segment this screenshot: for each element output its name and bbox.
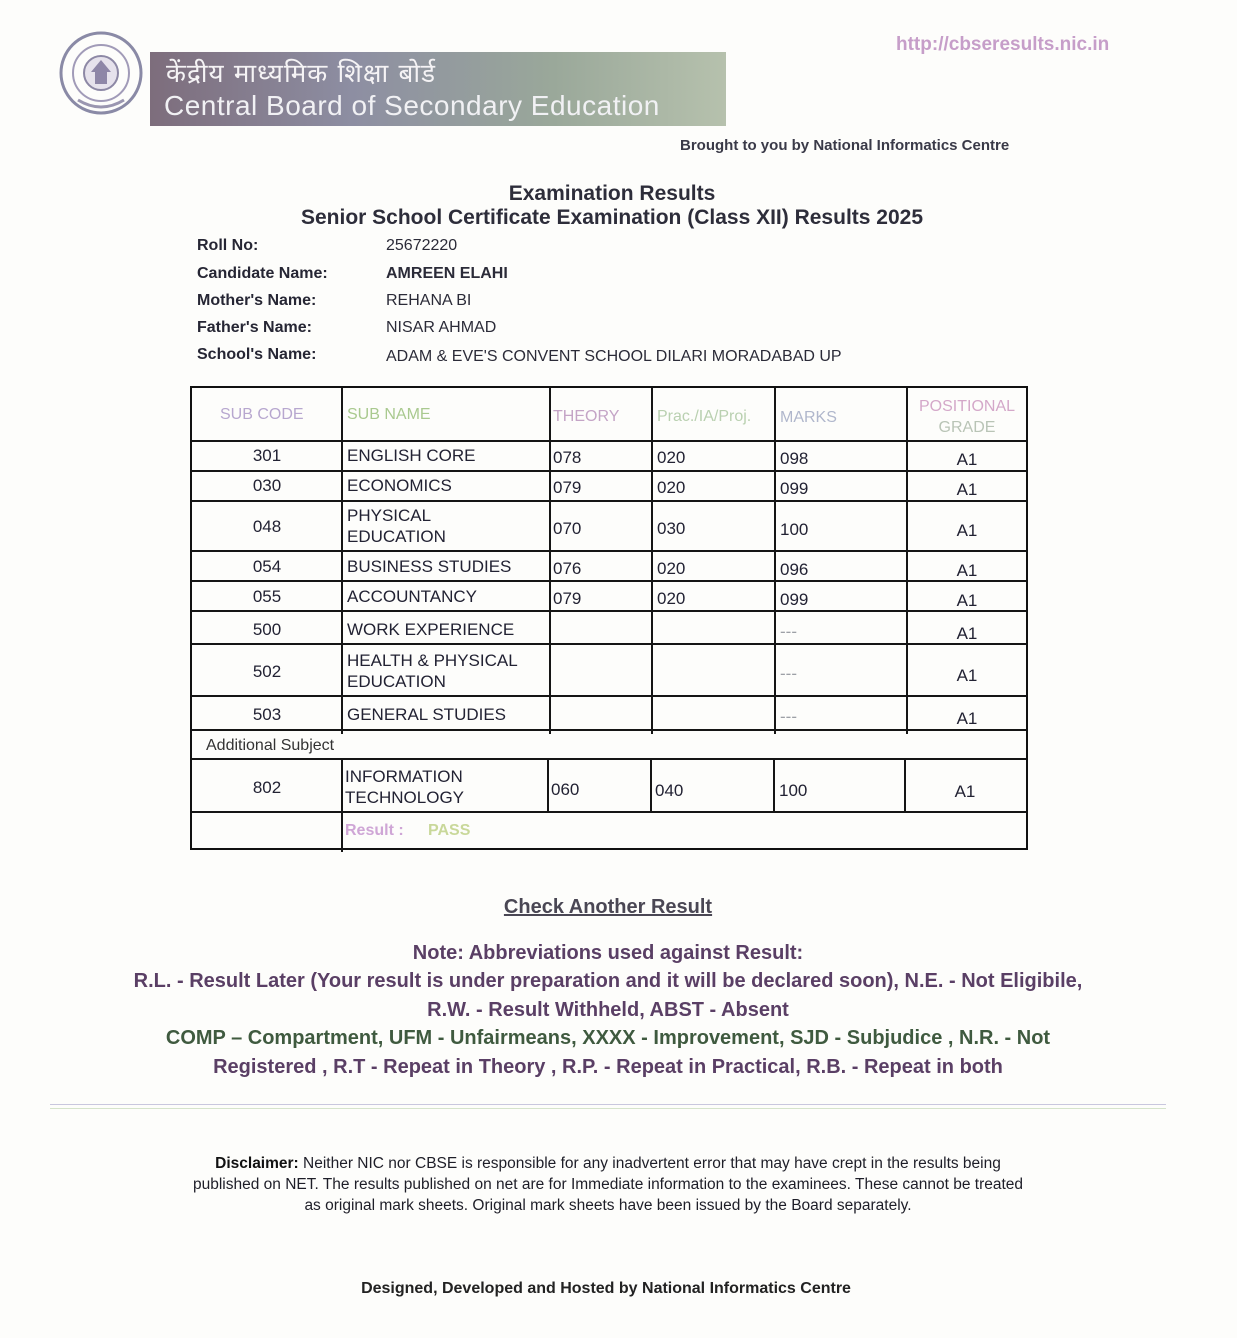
disclaimer-text: Neither NIC nor CBSE is responsible for any inadvertent error that may have crept in the results being published on NET. The results published on net are for Immediate information to the examinees. These cannot be treated as original mark sheets. Original mark sheets have been issued by the Board separately.: [192, 1155, 1024, 1214]
grade: A1: [954, 782, 976, 801]
col-theory: THEORY: [553, 408, 620, 425]
practical-marks: 020: [657, 478, 686, 497]
sub-name-line1: PHYSICAL: [347, 506, 432, 525]
grade: A1: [956, 591, 978, 610]
sub-name: ACCOUNTANCY: [347, 587, 478, 606]
sub-code: 502: [252, 662, 282, 681]
sub-code: 054: [252, 557, 282, 576]
result-value: PASS: [428, 822, 471, 839]
sub-code: 802: [252, 778, 282, 797]
sub-code: 503: [252, 705, 282, 724]
grade: A1: [956, 709, 978, 728]
marks-table: [190, 386, 1028, 850]
candidate-name-label: Candidate Name:: [197, 265, 328, 282]
sub-name-line1: INFORMATION: [345, 767, 463, 786]
practical-marks: 020: [657, 559, 686, 578]
sub-code: 048: [252, 517, 282, 536]
sub-name: ENGLISH CORE: [347, 446, 476, 465]
additional-subject-label: Additional Subject: [206, 737, 335, 754]
practical-marks: 020: [657, 589, 686, 608]
school-name-label: School's Name:: [197, 346, 317, 363]
sub-code: 500: [252, 620, 282, 639]
sub-name: ECONOMICS: [347, 476, 452, 495]
total-marks: 099: [780, 590, 809, 609]
grade: A1: [956, 450, 978, 469]
theory-marks: 060: [551, 780, 580, 799]
total-marks: ---: [780, 622, 797, 641]
cbse-logo-icon: [58, 30, 144, 116]
sub-name-line2: EDUCATION: [347, 672, 446, 691]
school-name-value: ADAM & EVE'S CONVENT SCHOOL DILARI MORADABAD UP: [386, 348, 842, 365]
grade: A1: [956, 624, 978, 643]
disclaimer-label: Disclaimer:: [215, 1155, 299, 1172]
site-url-link[interactable]: http://cbseresults.nic.in: [896, 34, 1110, 55]
total-marks: ---: [780, 707, 797, 726]
theory-marks: 076: [553, 559, 582, 578]
roll-no-value: 25672220: [386, 237, 458, 254]
note-line: Registered , R.T - Repeat in Theory , R.P. - Repeat in Practical, R.B. - Repeat in both: [213, 1056, 1003, 1078]
theory-marks: 079: [553, 478, 582, 497]
total-marks: 096: [780, 560, 809, 579]
grade: A1: [956, 480, 978, 499]
father-name-label: Father's Name:: [197, 319, 312, 336]
sub-code: 055: [252, 587, 282, 606]
roll-no-label: Roll No:: [197, 237, 259, 254]
sub-name: BUSINESS STUDIES: [347, 557, 512, 576]
col-grade-line1: POSITIONAL: [918, 398, 1016, 415]
designed-by-text: Designed, Developed and Hosted by National Informatics Centre: [361, 1280, 851, 1297]
disclaimer: [190, 1153, 1026, 1216]
grade: A1: [956, 521, 978, 540]
total-marks: 100: [780, 520, 809, 539]
mother-name-value: REHANA BI: [386, 292, 472, 309]
board-name: Central Board of Secondary Education: [164, 90, 660, 121]
sub-name-line1: HEALTH & PHYSICAL: [347, 651, 518, 670]
note-line: COMP – Compartment, UFM - Unfairmeans, XXXX - Improvement, SJD - Subjudice , N.R. - Not: [165, 1027, 1051, 1049]
sub-name-line2: EDUCATION: [347, 527, 446, 546]
practical-marks: 020: [657, 448, 686, 467]
theory-marks: 078: [553, 448, 582, 467]
sub-name: WORK EXPERIENCE: [347, 620, 515, 639]
practical-marks: 030: [657, 519, 686, 538]
total-marks: 098: [780, 449, 809, 468]
col-practical: Prac./IA/Proj.: [657, 408, 752, 425]
note-line: R.L. - Result Later (Your result is under preparation and it will be declared soon), N.E. - Not Eligibile,: [133, 970, 1083, 992]
exam-subheading: Senior School Certificate Examination (Class XII) Results 2025: [300, 206, 924, 229]
practical-marks: 040: [655, 781, 684, 800]
col-sub-name: SUB NAME: [347, 406, 431, 423]
brought-by-text: Brought to you by National Informatics Centre: [680, 137, 1010, 154]
col-sub-code: SUB CODE: [220, 406, 304, 423]
total-marks: 099: [780, 479, 809, 498]
candidate-name-value: AMREEN ELAHI: [386, 265, 508, 282]
sub-name: GENERAL STUDIES: [347, 705, 507, 724]
sub-code: 301: [252, 446, 282, 465]
theory-marks: 070: [553, 519, 582, 538]
col-marks: MARKS: [780, 409, 837, 426]
total-marks: ---: [780, 664, 797, 683]
note-title: Note: Abbreviations used against Result:: [412, 942, 804, 964]
sub-name-line2: TECHNOLOGY: [345, 788, 465, 807]
theory-marks: 079: [553, 589, 582, 608]
col-grade-line2: GRADE: [938, 419, 996, 436]
total-marks: 100: [779, 781, 808, 800]
father-name-value: NISAR AHMAD: [386, 319, 497, 336]
result-label: Result :: [345, 822, 404, 839]
sub-code: 030: [252, 476, 282, 495]
grade: A1: [956, 666, 978, 685]
board-name-hindi: केंद्रीय माध्यमिक शिक्षा बोर्ड: [166, 59, 437, 89]
exam-heading: Examination Results: [508, 182, 716, 205]
mother-name-label: Mother's Name:: [197, 292, 317, 309]
grade: A1: [956, 561, 978, 580]
note-line: R.W. - Result Withheld, ABST - Absent: [427, 999, 789, 1021]
divider: [50, 1104, 1166, 1110]
check-another-result-link[interactable]: Check Another Result: [503, 896, 713, 918]
